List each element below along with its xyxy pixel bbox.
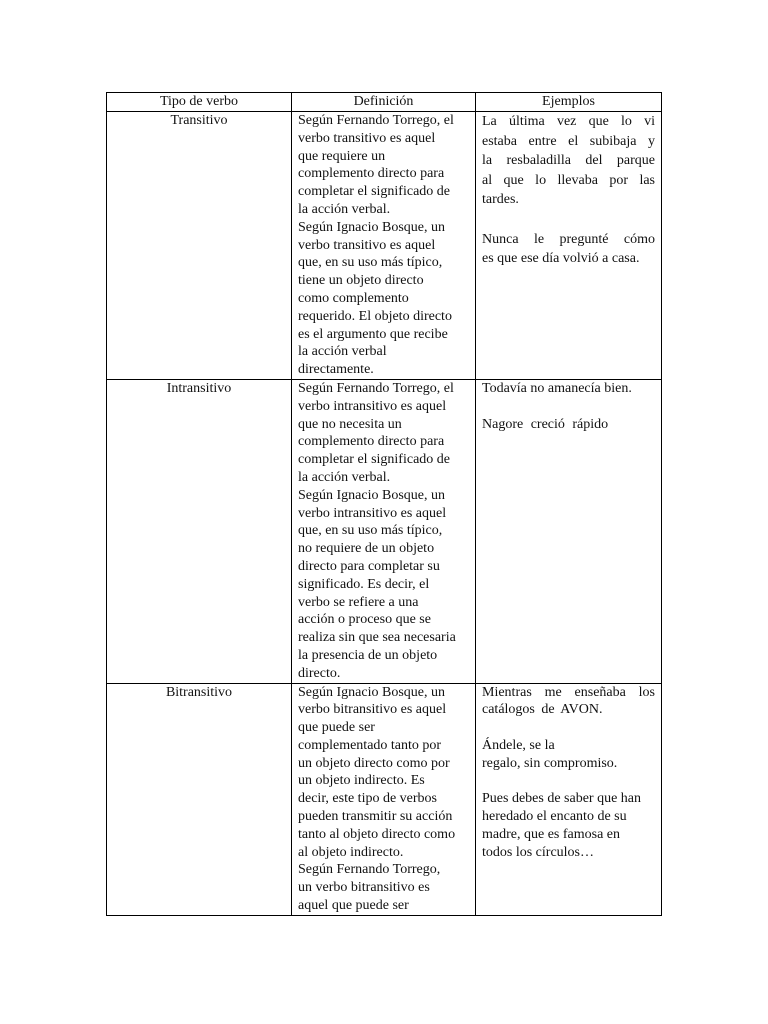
definition-line: complemento directo para — [298, 166, 445, 182]
example-line: regalo, sin compromiso. — [482, 755, 618, 771]
table-row-transitivo — [107, 112, 662, 380]
table-row-intransitivo — [107, 379, 662, 683]
example-spacer — [482, 398, 655, 416]
definition-line: no requiere de un objeto — [298, 541, 435, 557]
table-header-row — [107, 93, 662, 112]
definition-cell — [292, 379, 476, 683]
definition-line: como complemento — [298, 290, 409, 306]
header-tipo-de-verbo: Tipo de verbo — [107, 93, 292, 112]
example-line: madre, que es famosa en — [482, 826, 620, 842]
definition-line: Según Ignacio Bosque, un — [298, 487, 445, 503]
definition-line: que requiere un — [298, 148, 386, 164]
example-line: tardes. — [482, 192, 519, 208]
definition-line: que puede ser — [298, 720, 375, 736]
definition-line: Según Fernando Torrego, — [298, 862, 441, 878]
definition-line: verbo intransitivo es aquel — [298, 505, 447, 521]
definition-line: verbo transitivo es aquel — [298, 237, 436, 253]
definition-line: la acción verbal. — [298, 469, 391, 485]
definition-line: verbo transitivo es aquel — [298, 130, 436, 146]
definition-line: complemento directo para — [298, 434, 445, 450]
definition-line: completar el significado de — [298, 452, 450, 468]
example-line: todos los círculos… — [482, 844, 594, 860]
example-line: heredado el encanto de su — [482, 809, 627, 825]
definition-line: directo. — [298, 665, 341, 681]
example-line: Nagore creció rápido — [482, 416, 609, 432]
definition-line: la acción verbal. — [298, 201, 391, 217]
definition-line: tanto al objeto directo como — [298, 826, 456, 842]
definition-line: un verbo bitransitivo es — [298, 880, 430, 896]
definition-line: la acción verbal — [298, 344, 387, 360]
definition-line: Según Fernando Torrego, el — [298, 113, 454, 128]
definition-line: verbo se refiere a una — [298, 594, 419, 610]
definition-line: completar el significado de — [298, 184, 450, 200]
example-line: es que ese día volvió a casa. — [482, 251, 640, 267]
example-spacer — [482, 772, 655, 790]
examples-cell — [476, 379, 662, 683]
example-line: Mientras me enseñaba los — [482, 684, 655, 700]
examples-cell — [476, 683, 662, 915]
example-line: la resbaladilla del parque — [482, 153, 655, 169]
definition-line: acción o proceso que se — [298, 612, 431, 628]
example-line: Todavía no amanecía bien. — [482, 380, 632, 396]
verb-type-label: Bitransitivo — [165, 684, 233, 700]
definition-line: complementado tanto por — [298, 737, 442, 753]
verb-type-label: Intransitivo — [166, 380, 232, 396]
table-row-bitransitivo — [107, 683, 662, 915]
definition-line: que, en su uso más típico, — [298, 523, 443, 539]
definition-line: que no necesita un — [298, 416, 402, 432]
definition-line: verbo bitransitivo es aquel — [298, 702, 447, 718]
definition-line: Según Fernando Torrego, el — [298, 380, 454, 396]
definition-line: verbo intransitivo es aquel — [298, 398, 447, 414]
definition-line: directamente. — [298, 362, 374, 378]
definition-line: un objeto directo como por — [298, 755, 450, 771]
header-ejemplos: Ejemplos — [476, 93, 662, 112]
example-line: Pues debes de saber que han — [482, 791, 642, 807]
definition-cell — [292, 683, 476, 915]
example-spacer — [482, 210, 655, 230]
header-definicion: Definición — [292, 93, 476, 112]
definition-line: que, en su uso más típico, — [298, 255, 443, 271]
definition-line: Según Ignacio Bosque, un — [298, 219, 445, 235]
verb-types-table — [106, 92, 662, 916]
definition-line: significado. Es decir, el — [298, 576, 430, 592]
definition-line: es el argumento que recibe — [298, 326, 448, 342]
definition-line: realiza sin que sea necesaria — [298, 630, 456, 646]
definition-line: un objeto indirecto. Es — [298, 773, 425, 789]
definition-line: directo para completar su — [298, 558, 440, 574]
definition-line: decir, este tipo de verbos — [298, 791, 438, 807]
example-line: al que lo llevaba por las — [482, 172, 655, 188]
example-spacer — [482, 719, 655, 737]
definition-line: tiene un objeto directo — [298, 273, 424, 289]
verb-type-cell — [107, 683, 292, 915]
definition-line: la presencia de un objeto — [298, 647, 438, 663]
example-line: catálogos de AVON. — [482, 702, 603, 718]
verb-type-label: Transitivo — [170, 113, 228, 128]
definition-cell — [292, 112, 476, 380]
definition-line: Según Ignacio Bosque, un — [298, 684, 445, 700]
definition-line: aquel que puede ser — [298, 898, 409, 914]
example-line: estaba entre el subibaja y — [482, 133, 655, 149]
verb-type-cell — [107, 379, 292, 683]
example-line: Nunca le pregunté cómo — [482, 231, 655, 247]
definition-line: pueden transmitir su acción — [298, 809, 453, 825]
definition-line: requerido. El objeto directo — [298, 308, 452, 324]
example-line: La última vez que lo vi — [482, 114, 655, 129]
definition-line: al objeto indirecto. — [298, 844, 404, 860]
examples-cell — [476, 112, 662, 380]
example-line: Ándele, se la — [482, 737, 555, 753]
verb-type-cell — [107, 112, 292, 380]
